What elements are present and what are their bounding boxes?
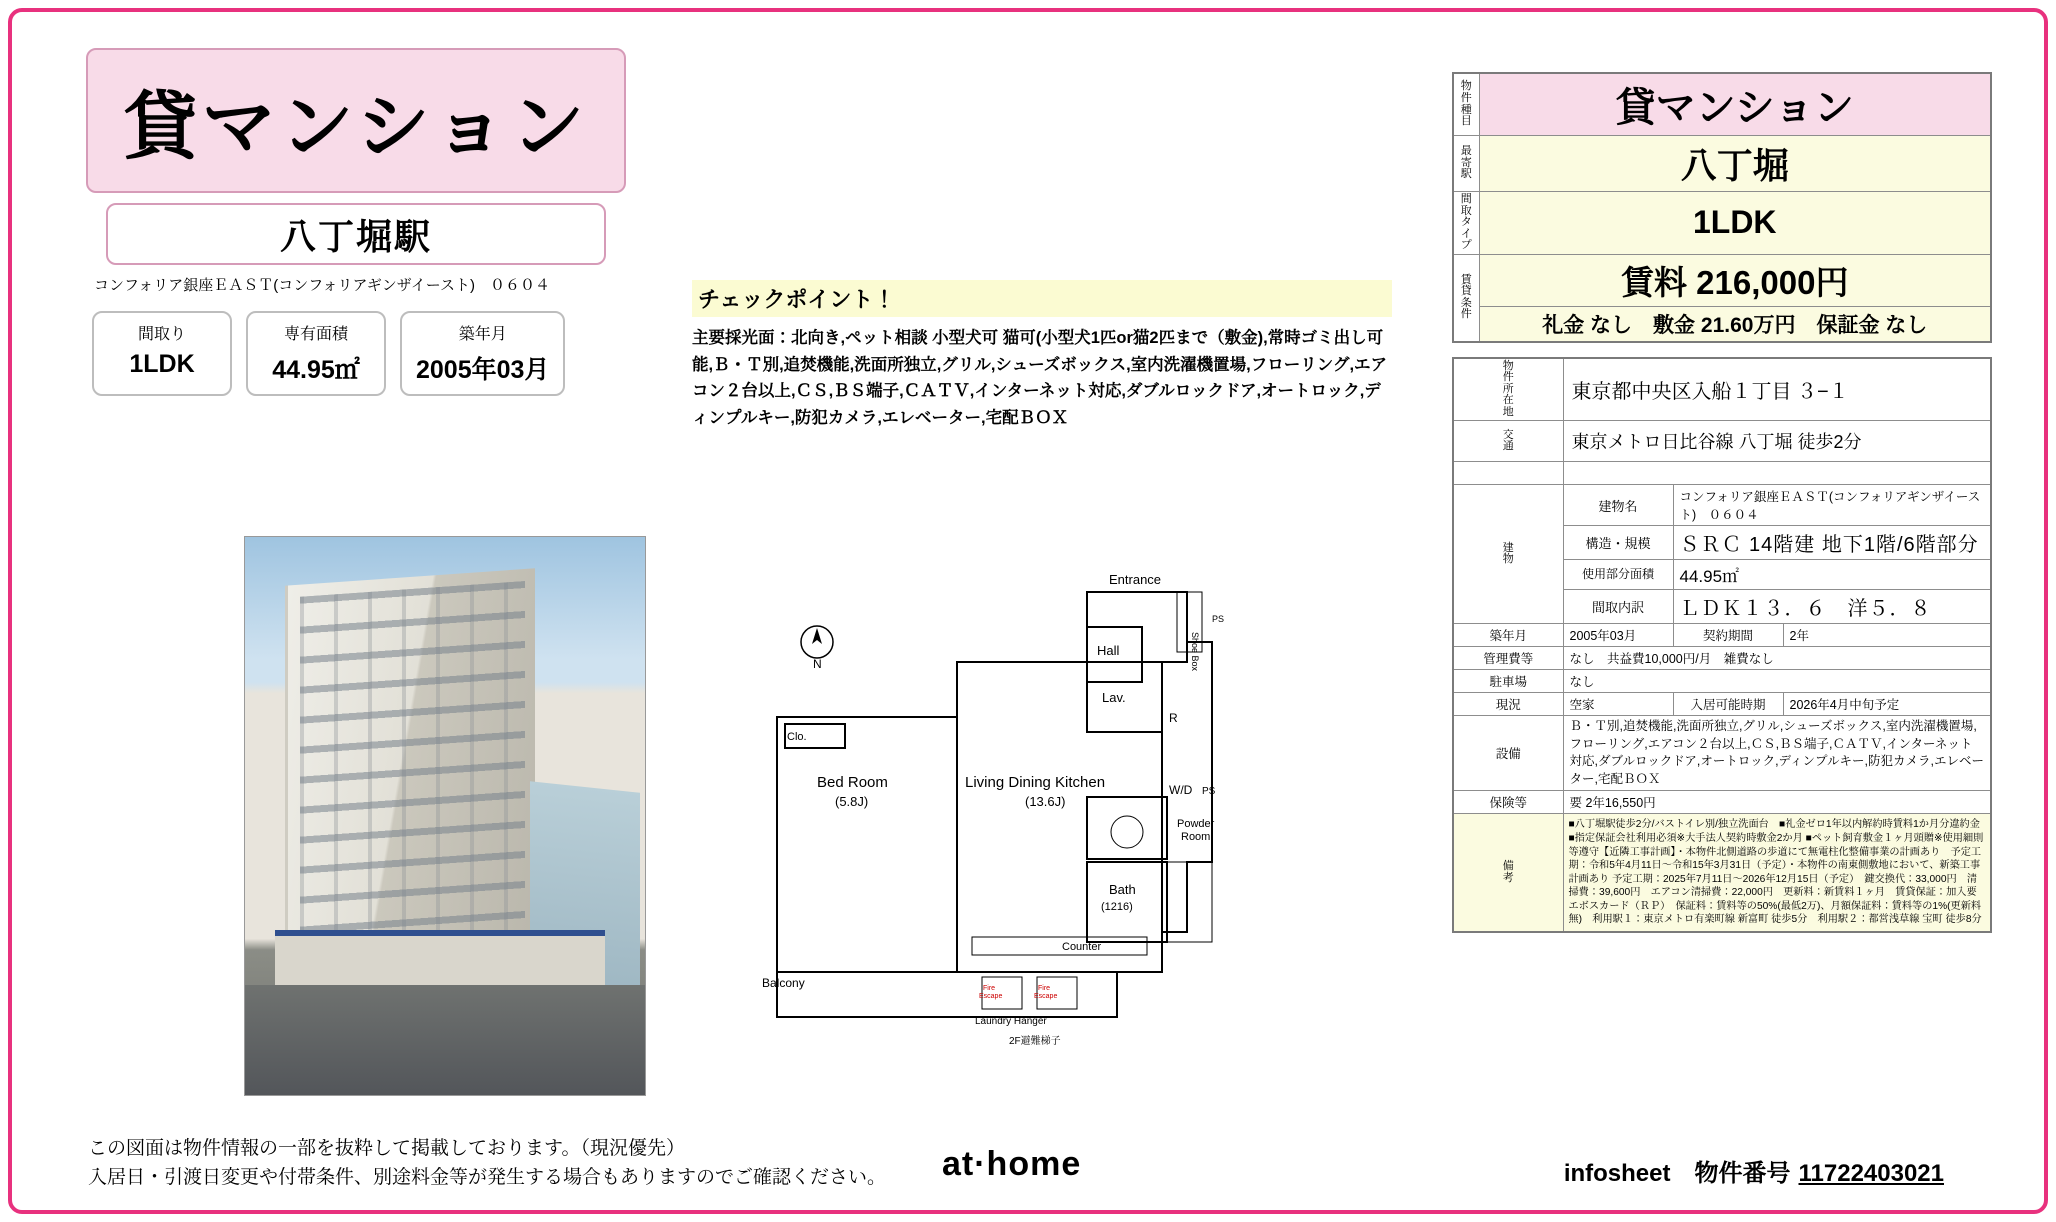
summary-tables <box>1452 72 1992 933</box>
detail-label-equipment: 設備 <box>1453 716 1563 791</box>
detail-row-status <box>1453 693 1991 716</box>
detail-sublabel-structure: 構造・規模 <box>1563 526 1673 560</box>
summary-value-rent: 賃料 216,000円 <box>1479 254 1991 306</box>
detail-row-equipment <box>1453 716 1991 791</box>
fp-label-lav: Lav. <box>1102 690 1126 705</box>
footer-note <box>88 1135 886 1192</box>
flyer-sheet <box>8 8 2048 1214</box>
spec-built-value: 2005年03月 <box>416 356 550 384</box>
spec-built-label: 築年月 <box>458 326 507 343</box>
svg-text:N: N <box>813 657 822 671</box>
detail-value-building-name: コンフォリア銀座ＥＡＳＴ(コンフォリアギンザイースト) ０６０４ <box>1673 485 1991 526</box>
summary-row-madori <box>1453 192 1991 255</box>
athome-logo: at·home <box>942 1145 1082 1183</box>
spec-built <box>400 311 565 396</box>
fp-label-laundry-hanger: Laundry Hanger <box>975 1016 1047 1027</box>
detail-row-insurance <box>1453 791 1991 814</box>
fp-label-bath-size: (1216) <box>1101 901 1133 913</box>
detail-label-insurance: 保険等 <box>1453 791 1563 814</box>
fp-label-powder2: Room <box>1181 831 1211 843</box>
fp-label-fire-escape-1b: Escape <box>979 993 1003 1000</box>
compass-icon <box>801 626 833 671</box>
detail-label-management: 管理費等 <box>1453 647 1563 670</box>
spec-madori-label: 間取り <box>137 326 186 343</box>
summary-value-station: 八丁堀 <box>1479 136 1991 192</box>
photo-street <box>245 985 645 1095</box>
detail-sublabel-building-name: 建物名 <box>1563 485 1673 526</box>
fp-label-powder: Powder <box>1177 818 1215 830</box>
detail-label-movein: 入居可能時期 <box>1673 693 1783 716</box>
detail-value-built: 2005年03月 <box>1563 624 1673 647</box>
detail-sublabel-layout: 間取内訳 <box>1563 590 1673 624</box>
fp-label-ldk: Living Dining Kitchen <box>965 774 1106 791</box>
detail-row-built <box>1453 624 1991 647</box>
footer-note-line2: 入居日・引渡日変更や付帯条件、別途料金等が発生する場合もありますのでご確認ください。 <box>88 1166 887 1188</box>
detail-label-built: 築年月 <box>1453 624 1563 647</box>
property-type-banner <box>86 48 626 193</box>
spec-area-label: 専有面積 <box>283 326 348 343</box>
detail-label-parking: 駐車場 <box>1453 670 1563 693</box>
footer-note-line1: この図面は物件情報の一部を抜粋して掲載しております。（現況優先） <box>88 1138 685 1159</box>
detail-label-access: 交 通 <box>1453 421 1563 462</box>
fp-label-fire-escape-2b: Escape <box>1034 993 1058 1000</box>
building-photo <box>244 536 646 1096</box>
detail-label-blank <box>1453 462 1563 485</box>
detail-value-area: 44.95㎡ <box>1673 560 1991 590</box>
fp-label-wd: W/D <box>1169 783 1193 797</box>
detail-row-address <box>1453 358 1991 421</box>
summary-label-station: 最 寄 駅 <box>1453 136 1479 192</box>
detail-value-status: 空家 <box>1563 693 1673 716</box>
infosheet-number: 11722403021 <box>1798 1160 1944 1187</box>
fp-label-entrance: Entrance <box>1109 572 1162 587</box>
detail-table <box>1452 357 1992 933</box>
spec-area-value: 44.95㎡ <box>272 356 360 384</box>
left-header-block <box>86 48 646 396</box>
station-banner <box>106 203 606 265</box>
fp-label-ps: PS <box>1202 786 1216 797</box>
fp-label-fire-escape-1: Fire <box>983 985 996 992</box>
detail-row-parking <box>1453 670 1991 693</box>
fp-label-shoebox: Shoe Box <box>1190 632 1200 672</box>
spec-madori-value: 1LDK <box>129 350 195 378</box>
summary-value-type: 貸マンション <box>1479 73 1991 136</box>
summary-value-conditions: 礼金 なし 敷金 21.60万円 保証金 なし <box>1479 306 1991 342</box>
fp-label-ps2: PS <box>1212 614 1225 624</box>
detail-value-contract: 2年 <box>1783 624 1991 647</box>
detail-row-management <box>1453 647 1991 670</box>
property-type-title: 貸マンション <box>123 83 589 170</box>
spec-madori <box>92 311 232 396</box>
detail-label-building: 建 物 <box>1453 485 1563 624</box>
fp-label-hall: Hall <box>1097 643 1120 658</box>
spec-area <box>246 311 386 396</box>
detail-label-status: 現況 <box>1453 693 1563 716</box>
detail-row-remarks <box>1453 814 1991 932</box>
fp-label-bedroom-size: (5.8J) <box>835 794 869 809</box>
detail-row-building-name <box>1453 485 1991 526</box>
fp-label-note: 2F避難梯子 <box>1009 1036 1061 1047</box>
detail-row-access <box>1453 421 1991 462</box>
summary-label-madori: 間 取 タ イ プ <box>1453 192 1479 255</box>
detail-value-insurance: 要 2年16,550円 <box>1563 791 1991 814</box>
detail-value-access: 東京メトロ日比谷線 八丁堀 徒歩2分 <box>1563 421 1991 462</box>
fp-label-counter: Counter <box>1062 941 1102 953</box>
infosheet-label: infosheet 物件番号 <box>1563 1160 1791 1187</box>
building-name-caption: コンフォリア銀座ＥＡＳＴ(コンフォリアギンザイースト) ０６０４ <box>94 277 550 294</box>
detail-value-management: なし 共益費10,000円/月 雑費なし <box>1563 647 1991 670</box>
detail-label-contract: 契約期間 <box>1673 624 1783 647</box>
detail-row-access-blank <box>1453 462 1991 485</box>
detail-label-remarks: 備 考 <box>1453 814 1563 932</box>
floor-plan <box>757 532 1397 1092</box>
fp-label-balcony: Balcony <box>762 976 805 990</box>
summary-value-madori: 1LDK <box>1479 192 1991 255</box>
detail-value-parking: なし <box>1563 670 1991 693</box>
checkpoint-block <box>692 280 1392 432</box>
infosheet-block <box>1564 1153 1944 1188</box>
checkpoint-body: 主要採光面：北向き,ペット相談 小型犬可 猫可(小型犬1匹or猫2匹まで（敷金),常時ゴミ出し可能,Ｂ・Ｔ別,追焚機能,洗面所独立,グリル,シューズボックス,室内洗濯機置場,フローリング,エアコン２台以上,ＣＳ,ＢＳ端子,ＣＡＴＶ,インターネット対応,ダブルロックドア,オートロック,ディンプルキー,防犯カメラ,エレベーター,宅配ＢＯＸ <box>692 329 1388 428</box>
detail-value-equipment: Ｂ・Ｔ別,追焚機能,洗面所独立,グリル,シューズボックス,室内洗濯機置場,フローリング,エアコン２台以上,ＣＳ,ＢＳ端子,ＣＡＴＶ,インターネット対応,ダブルロックドア,オートロック,ディンプルキー,防犯カメラ,エレベーター,宅配ＢＯＸ <box>1563 716 1991 791</box>
fp-label-r: R <box>1169 711 1178 725</box>
checkpoint-title: チェックポイント！ <box>692 280 1392 317</box>
fp-label-ldk-size: (13.6J) <box>1025 794 1066 809</box>
summary-label-rent-cond: 賃 貸 条 件 <box>1453 254 1479 342</box>
spec-row <box>86 311 646 396</box>
detail-sublabel-area: 使用部分面積 <box>1563 560 1673 590</box>
fp-label-bath: Bath <box>1109 882 1136 897</box>
detail-value-structure: ＳＲＣ 14階建 地下1階/6階部分 <box>1673 526 1991 560</box>
summary-row-type <box>1453 73 1991 136</box>
summary-row-rent <box>1453 254 1991 306</box>
fp-label-bedroom: Bed Room <box>817 774 888 791</box>
summary-row-conditions <box>1453 306 1991 342</box>
detail-value-layout: ＬＤＫ１３．６ 洋５．８ <box>1673 590 1991 624</box>
detail-value-blank <box>1563 462 1991 485</box>
summary-row-station <box>1453 136 1991 192</box>
summary-table <box>1452 72 1992 343</box>
summary-label-type: 物 件 種 目 <box>1453 73 1479 136</box>
detail-value-movein: 2026年4月中旬予定 <box>1783 693 1991 716</box>
station-title: 八丁堀駅 <box>279 215 432 257</box>
detail-value-address: 東京都中央区入船１丁目 ３−１ <box>1563 358 1991 421</box>
fp-label-fire-escape-2: Fire <box>1038 985 1051 992</box>
detail-value-remarks: ■八丁堀駅徒歩2分/バストイレ別/独立洗面台 ■礼金ゼロ1年以内解約時賃料1か月分違約金 ■指定保証会社利用必須※大手法人契約時敷金2か月 ■ペット飼育敷金１ヶ月頭贈※使用細則等遵守【近隣工事計画】・本物件北側道路の歩道にて無電柱化整備事業の計画あり 予定工期：令和5年4月11日〜令和15年3月31日（予定）・本物件の南東側敷地において、新築工事計画あり 予定工期：2025年7月11日〜2026年12月15日（予定） 鍵交換代：33,000円 清掃費：39,600円 エアコン清掃費：22,000円 更新料：新賃料１ヶ月 賃貸保証：加入要 エボスカード（ＲＰ） 保証料：賃料等の50%(最低2万)、月額保証料：賃料等の1%(更新料無) 利用駅１：東京メトロ有楽町線 新富町 徒歩5分 利用駅２：都営浅草線 宝町 徒歩8分 <box>1563 814 1991 932</box>
fp-label-clo: Clo. <box>787 731 807 743</box>
detail-label-address: 物 件 所 在 地 <box>1453 358 1563 421</box>
